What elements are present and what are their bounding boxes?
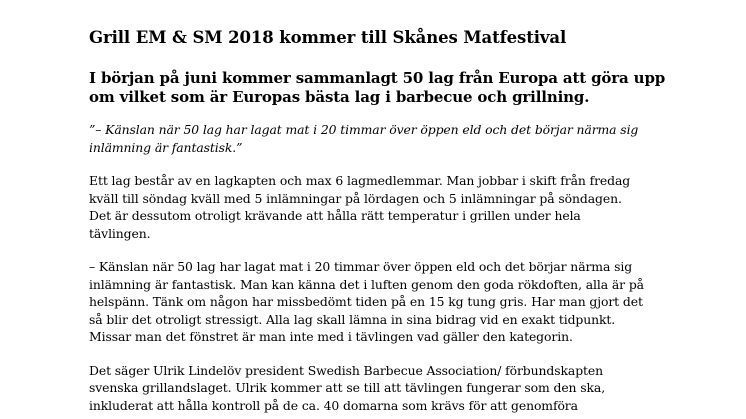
subtitle-line: om vilket som är Europas bästa lag i barbecue och grillning.: [89, 87, 590, 106]
paragraph-line: inlämning är fantastisk. Man kan känna det i luften genom den goda rökdoften, alla är på: [89, 276, 644, 292]
paragraph-line: Ett lag består av en lagkapten och max 6 lagmedlemmar. Man jobbar i skift från fredag: [89, 173, 631, 188]
paragraph-line: Det säger Ulrik Lindelöv president Swedish Barbecue Association/ förbundskapten: [89, 362, 604, 378]
paragraph-line: så blir det otroligt stressigt. Alla lag skall lämna in sina bidrag vid en exakt tidpunkt.: [89, 311, 616, 327]
paragraph-line: inkluderat att hålla kontroll på de ca. 40 domarna som krävs för att genomföra: [89, 397, 578, 413]
article-title: Grill EM & SM 2018 kommer till Skånes Matfestival: [89, 28, 567, 47]
subtitle-line: I början på juni kommer sammanlagt 50 lag från Europa att göra upp: [89, 69, 666, 87]
quote-line: inlämning är fantastisk.”: [89, 139, 243, 155]
paragraph-attribution: [89, 362, 709, 415]
paragraph-line: Det är dessutom otroligt krävande att hålla rätt temperatur i grillen under hela: [89, 208, 581, 223]
paragraph-line: Missar man det fönstret är man inte med i tävlingen vad gäller den kategorin.: [89, 329, 573, 344]
paragraph-line: – Känslan när 50 lag har lagat mat i 20 timmar över öppen eld och det börjar närma sig: [89, 259, 633, 274]
paragraph-line: svenska grillandslaget. Ulrik kommer att se till att tävlingen fungerar som den ska,: [89, 380, 606, 395]
quote-line: ”– Känslan när 50 lag har lagat mat i 20 timmar över öppen eld och det börjar närma sig: [89, 122, 639, 137]
document-page: [89, 28, 709, 414]
paragraph-line: kväll till söndag kväll med 5 inlämningar på lördagen och 5 inlämningar på söndagen.: [89, 190, 622, 206]
paragraph-line: tävlingen.: [89, 225, 151, 241]
article-subtitle: [89, 69, 709, 106]
paragraph-feeling: [89, 258, 709, 346]
paragraph-line: helspänn. Tänk om någon har missbedömt tiden på en 15 kg tung gris. Har man gjort det: [89, 294, 643, 309]
pull-quote: [89, 121, 709, 156]
paragraph-team-structure: [89, 172, 709, 242]
